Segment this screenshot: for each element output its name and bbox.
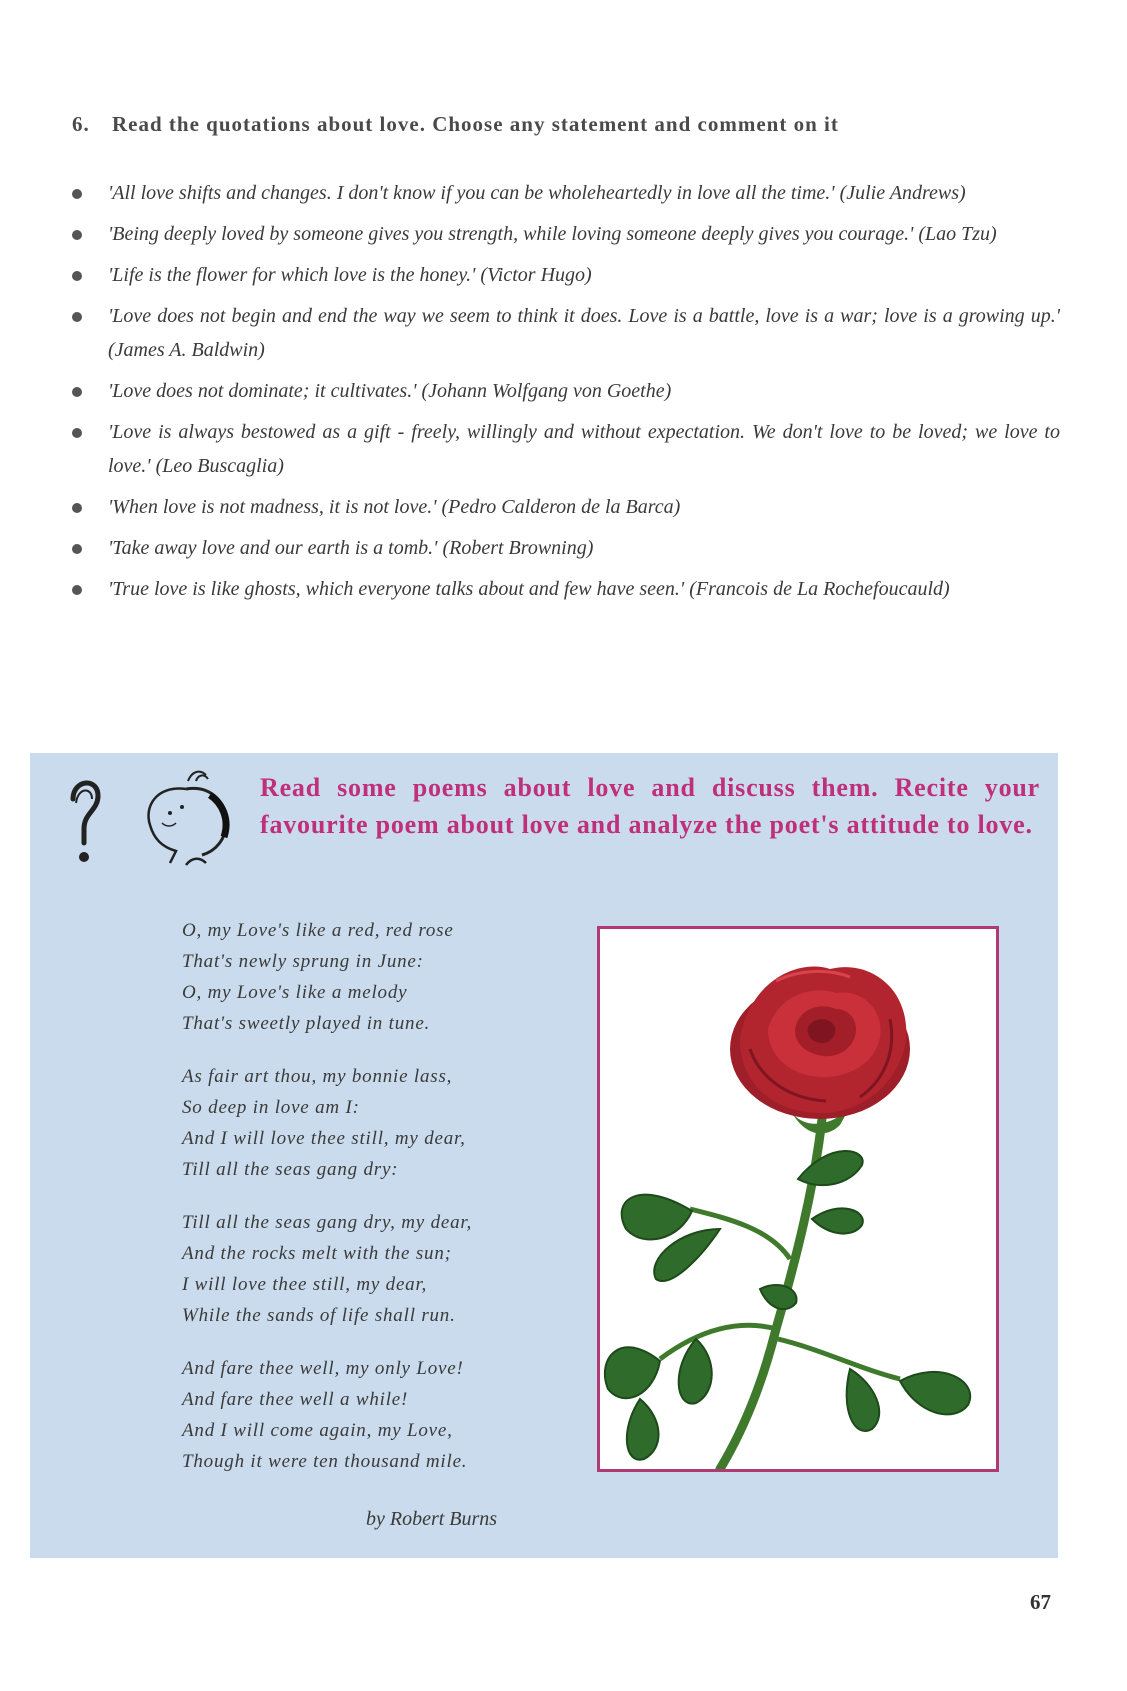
quote-text: 'Being deeply loved by someone gives you strength, while loving someone deeply gives you courage.' (Lao Tzu) <box>108 223 997 245</box>
bullet-icon <box>72 544 82 554</box>
quote-text: 'Love does not begin and end the way we seem to think it does. Love is a battle, love is a war; love is a growing up.' (James A. Baldwin) <box>108 305 1060 361</box>
quote-text: 'Love does not dominate; it cultivates.' (Johann Wolfgang von Goethe) <box>108 380 672 402</box>
stanza <box>182 915 582 1039</box>
quote-text: 'Take away love and our earth is a tomb.' (Robert Browning) <box>108 537 594 559</box>
stanza <box>182 1207 582 1331</box>
list-item <box>72 415 1060 483</box>
task-heading-text: Read the quotations about love. Choose any statement and comment on it <box>112 112 839 136</box>
poem-line: That's sweetly played in tune. <box>182 1013 431 1034</box>
quote-text: 'When love is not madness, it is not love.' (Pedro Calderon de la Barca) <box>108 496 681 518</box>
poem-line: Till all the seas gang dry, my dear, <box>182 1212 473 1233</box>
list-item <box>72 374 1060 408</box>
thinking-head-icon <box>126 767 246 877</box>
list-item <box>72 258 1060 292</box>
poem-line: And fare thee well a while! <box>182 1389 409 1410</box>
poem-line: And the rocks melt with the sun; <box>182 1243 452 1264</box>
poem-line: O, my Love's like a melody <box>182 982 408 1003</box>
quotes-list <box>72 176 1060 613</box>
quote-text: 'Love is always bestowed as a gift - freely, willingly and without expectation. We don't love to be loved; we love to love.' (Leo Buscaglia) <box>108 421 1060 477</box>
bullet-icon <box>72 585 82 595</box>
rose-illustration-frame <box>597 926 999 1472</box>
poem-line: And I will love thee still, my dear, <box>182 1128 466 1149</box>
quote-text: 'True love is like ghosts, which everyone talks about and few have seen.' (Francois de La Rochefoucauld) <box>108 578 950 600</box>
poem-line: And fare thee well, my only Love! <box>182 1358 464 1379</box>
poem <box>182 915 582 1499</box>
list-item <box>72 531 1060 565</box>
bullet-icon <box>72 312 82 322</box>
poem-panel <box>30 753 1058 1558</box>
bullet-icon <box>72 387 82 397</box>
task-heading <box>72 112 1032 137</box>
list-item <box>72 176 1060 210</box>
bullet-icon <box>72 230 82 240</box>
stanza <box>182 1061 582 1185</box>
poem-line: That's newly sprung in June: <box>182 951 424 972</box>
poem-line: So deep in love am I: <box>182 1097 360 1118</box>
bullet-icon <box>72 503 82 513</box>
page-number: 67 <box>1030 1590 1051 1614</box>
question-mark-icon <box>68 773 102 871</box>
bullet-icon <box>72 271 82 281</box>
list-item <box>72 217 1060 251</box>
poem-line: O, my Love's like a red, red rose <box>182 920 454 941</box>
list-item <box>72 572 1060 606</box>
bullet-icon <box>72 189 82 199</box>
poem-line: As fair art thou, my bonnie lass, <box>182 1066 453 1087</box>
poem-author: by Robert Burns <box>366 1508 498 1530</box>
poem-line: Though it were ten thousand mile. <box>182 1451 468 1472</box>
poem-line: Till all the seas gang dry: <box>182 1159 399 1180</box>
quote-text: 'Life is the flower for which love is the honey.' (Victor Hugo) <box>108 264 592 286</box>
quote-text: 'All love shifts and changes. I don't know if you can be wholeheartedly in love all the time.' (Julie Andrews) <box>108 182 966 204</box>
task-instruction: Read some poems about love and discuss them. Recite your favourite poem about love and analyze the poet's attitude to love. <box>260 773 1040 839</box>
poem-line: And I will come again, my Love, <box>182 1420 453 1441</box>
rose-illustration <box>600 929 996 1469</box>
list-item <box>72 299 1060 367</box>
list-item <box>72 490 1060 524</box>
poem-line: While the sands of life shall run. <box>182 1305 456 1326</box>
poem-line: I will love thee still, my dear, <box>182 1274 428 1295</box>
bullet-icon <box>72 428 82 438</box>
stanza <box>182 1353 582 1477</box>
task-number: 6. <box>72 112 90 136</box>
